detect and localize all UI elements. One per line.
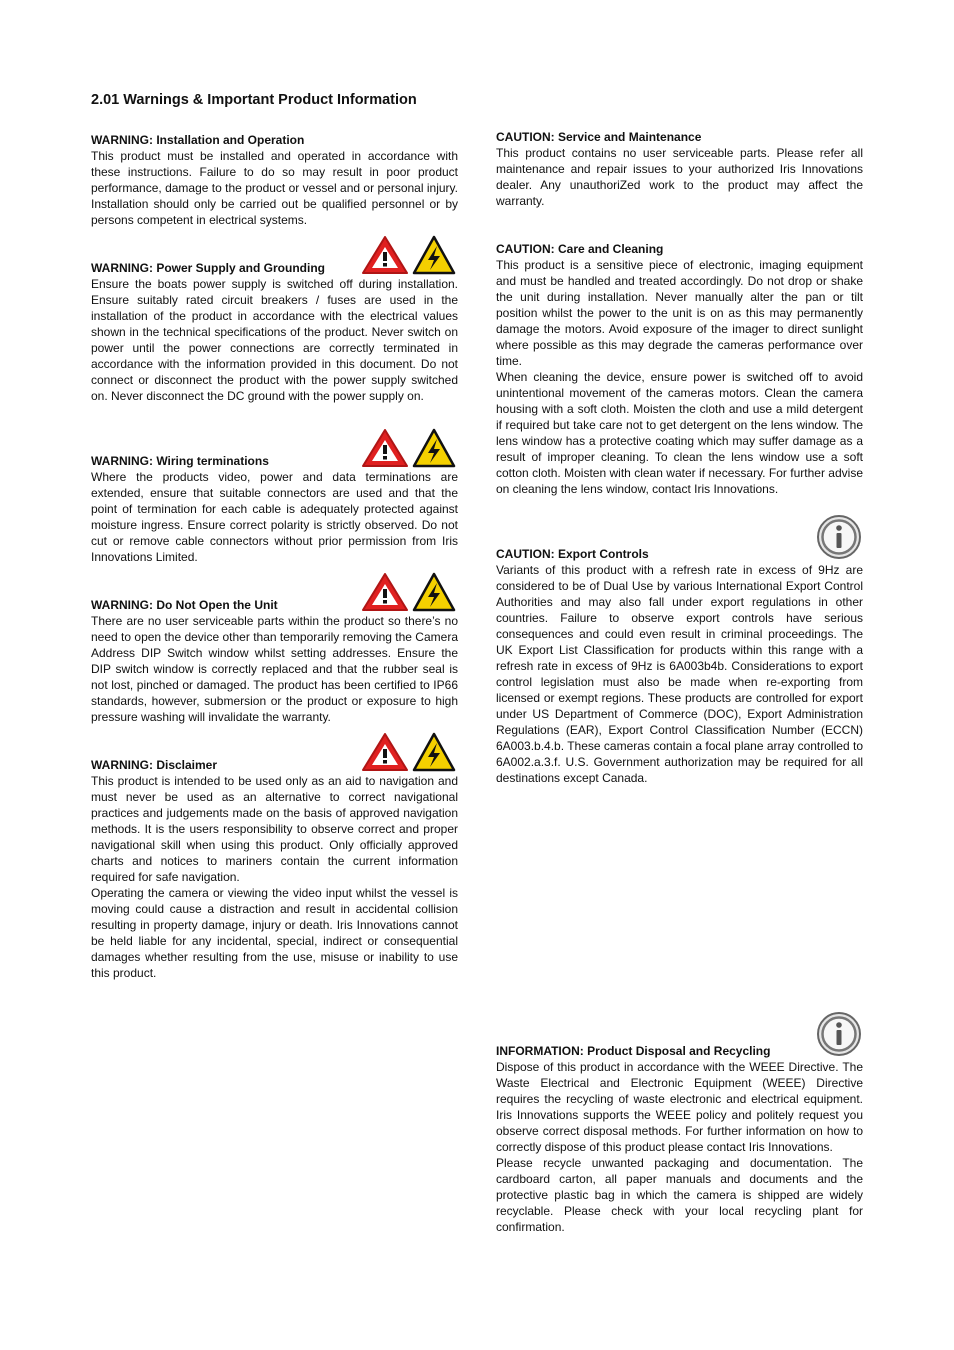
section-heading: INFORMATION: Product Disposal and Recycling: [496, 1044, 771, 1058]
section-paragraph: Operating the camera or viewing the video input whilst the vessel is moving could cause a distraction and result in accidental collision resulting in property damage, injury or death. Iris Innovations cannot be held liable for any incidental, special, indirect or consequential damages whether resulting from the use, misuse or inability to use this product.: [91, 886, 458, 980]
section-do-not-open: [91, 597, 458, 725]
section-heading: CAUTION: Service and Maintenance: [496, 130, 702, 144]
section-power-supply-grounding: [91, 260, 458, 404]
section-paragraph: There are no user serviceable parts within the product so there’s no need to open the device other than temporarily removing the Camera Address DIP Switch window whilst setting addresses. Ensure the DIP switch window is correctly replaced and that the rubber seal is not lost, pinched or damaged. The product has been certified to IP66 standards, however, submersion or the product or exposure to high pressure washing will invalidate the warranty.: [91, 614, 458, 724]
section-heading: WARNING: Disclaimer: [91, 758, 218, 772]
section-heading: WARNING: Do Not Open the Unit: [91, 598, 278, 612]
section-care-cleaning: [496, 241, 863, 497]
section-export-controls: [496, 546, 863, 786]
section-paragraph: This product must be installed and operated in accordance with these instructions. Failure to do so may result in poor product performance, damage to the product or vessel and or personal injury. Installation should only be carried out be qualified personnel or by persons competent in electrical systems.: [91, 149, 458, 227]
section-product-disposal: [496, 1043, 863, 1235]
section-heading: WARNING: Power Supply and Grounding: [91, 261, 325, 275]
section-wiring-terminations: [91, 453, 458, 565]
section-paragraph: Dispose of this product in accordance with the WEEE Directive. The Waste Electrical and Electronic Equipment (WEEE) Directive requires the recycling of waste electronic and electrical equipment. Iris Innovations supports the WEEE policy and politely request you observe correct disposal methods. For further information on how to correctly dispose of this product please contact Iris Innovations.: [496, 1060, 863, 1154]
section-disclaimer: [91, 757, 458, 981]
section-paragraph: When cleaning the device, ensure power is switched off to avoid unintentional movement of the cameras motors. Clean the camera housing with a soft cloth. Moisten the cloth and use a mild detergent if required but take care not to get detergent on the lens window. The lens window has a protective coating which may suffer damage as a result of improper cleaning. To clean the lens window use a soft cotton cloth. Moisten with clean water if necessary. For further advise on cleaning the lens window, contact Iris Innovations.: [496, 370, 863, 496]
section-heading: CAUTION: Care and Cleaning: [496, 242, 664, 256]
section-heading: CAUTION: Export Controls: [496, 547, 649, 561]
section-heading: WARNING: Installation and Operation: [91, 133, 305, 147]
section-paragraph: Variants of this product with a refresh rate in excess of 9Hz are considered to be of Dual Use by various International Export Control Authorities and may also fall under export regulations in other countries. Failure to observe export controls have serious consequences and could even result in criminal proceedings. The UK Export List Classification for products within this range with a refresh rate in excess of 9Hz is 6A003b4b. Considerations to export control legislation must also be made when re-exporting from licensed or exempt regions. These products are controlled for export under US Department of Commerce (DOC), Export Administration Regulations (EAR), Export Control Classification Number (ECCN) 6A003.b.4.b. These cameras contain a focal plane array controlled to 6A002.a.3.f. U.S. Government authorization may be required for all destinations except Canada.: [496, 563, 863, 785]
section-paragraph: Please recycle unwanted packaging and documentation. The cardboard carton, all paper manuals and documents and the protective plastic bag in which the camera is shipped are widely recyclable. Please check with your local recycling plant for confirmation.: [496, 1156, 863, 1234]
section-paragraph: This product is intended to be used only as an aid to navigation and must never be used as an alternative to correct navigational practices and judgements made on the basis of approved navigation methods. It is the users responsibility to observe correct and proper navigational skill when using this product. Only officially approved charts and notices to mariners contain the current information required for safe navigation.: [91, 774, 458, 884]
section-paragraph: Where the products video, power and data terminations are extended, ensure that suitable connectors are used and that the point of termination for each cable is adequately protected against moisture ingress. Ensure correct polarity is strictly observed. Do not cut or remove cable connectors without prior permission from Iris Innovations Limited.: [91, 470, 458, 564]
section-service-maintenance: [496, 129, 863, 209]
section-paragraph: This product contains no user serviceable parts. Please refer all maintenance and repair issues to your authorized Iris Innovations dealer. Any unauthoriZed work to the product may affect the warranty.: [496, 146, 863, 208]
section-installation-operation: [91, 132, 458, 228]
page-title: 2.01 Warnings & Important Product Information: [91, 92, 417, 108]
section-paragraph: This product is a sensitive piece of electronic, imaging equipment and must be handled and treated accordingly. Do not drop or shake the unit during installation. Never manually alter the pan or tilt position whilst the power to the unit is on as this may permanently damage the motors. Avoid exposure of the imager to direct sunlight where possible as this may degrade the cameras performance over time.: [496, 258, 863, 368]
section-paragraph: Ensure the boats power supply is switched off during installation. Ensure suitably rated circuit breakers / fuses are used in the installation of the product in accordance with the electrical values shown in the technical specifications of the product. Never switch on power until the power connections are correctly terminated in accordance with the information provided in this document. Do not connect or disconnect the product with the power supply switched on. Never disconnect the DC ground with the power supply on.: [91, 277, 458, 403]
section-heading: WARNING: Wiring terminations: [91, 454, 269, 468]
